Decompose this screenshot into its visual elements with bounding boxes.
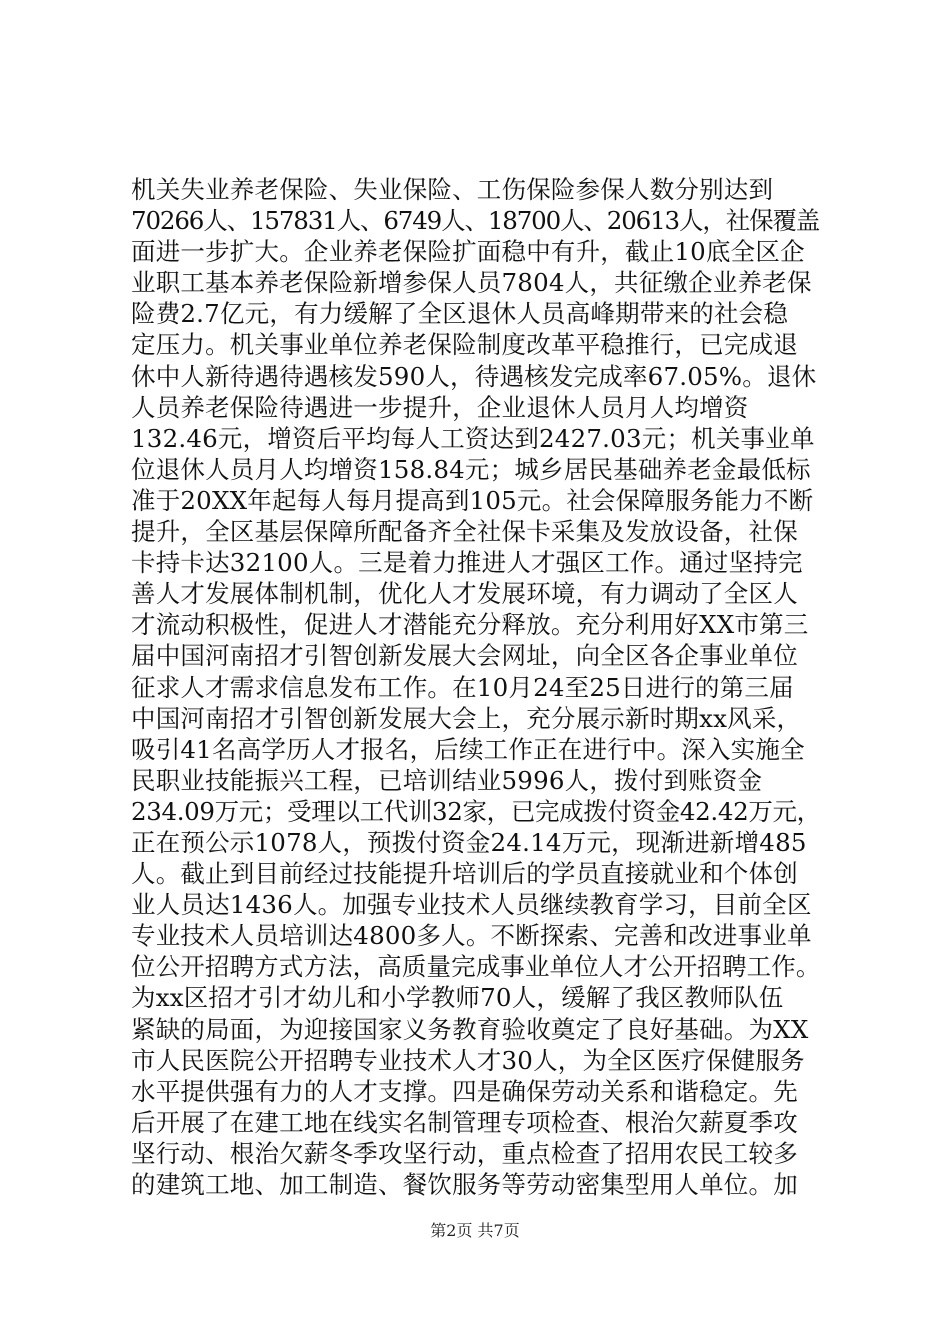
text-line: 位公开招聘方式方法，高质量完成事业单位人才公开招聘工作。 bbox=[131, 952, 821, 982]
text-line: 面进一步扩大。企业养老保险扩面稳中有升，截止10底全区企 bbox=[131, 237, 805, 267]
text-line: 的建筑工地、加工制造、餐饮服务等劳动密集型用人单位。加 bbox=[131, 1170, 798, 1199]
text-line: 位退休人员月人均增资158.84元；城乡居民基础养老金最低标 bbox=[131, 454, 811, 484]
text-line: 234.09万元；受理以工代训32家，已完成拨付资金42.42万元， bbox=[131, 796, 821, 826]
text-line: 132.46元，增资后平均每人工资达到2427.03元；机关事业单 bbox=[131, 423, 815, 453]
text-line: 机关失业养老保险、失业保险、工伤保险参保人数分别达到 bbox=[131, 175, 774, 204]
text-line: 提升，全区基层保障所配备齐全社保卡采集及发放设备，社保 bbox=[131, 517, 798, 547]
text-line: 卡持卡达32100人。三是着力推进人才强区工作。通过坚持完 bbox=[131, 548, 803, 578]
text-line: 业职工基本养老保险新增参保人员7804人，共征缴企业养老保 bbox=[131, 268, 812, 298]
text-line: 险费2.7亿元，有力缓解了全区退休人员高峰期带来的社会稳 bbox=[131, 299, 789, 329]
text-line: 休中人新待遇待遇核发590人，待遇核发完成率67.05%。退休 bbox=[131, 361, 817, 391]
text-line: 后开展了在建工地在线实名制管理专项检查、根治欠薪夏季攻 bbox=[131, 1107, 798, 1137]
text-line: 定压力。机关事业单位养老保险制度改革平稳推行，已完成退 bbox=[131, 330, 798, 360]
text-line: 人员养老保险待遇进一步提升，企业退休人员月人均增资 bbox=[131, 392, 749, 422]
text-line: 紧缺的局面，为迎接国家义务教育验收奠定了良好基础。为XX bbox=[131, 1014, 809, 1044]
text-line: 为xx区招才引才幼儿和小学教师70人，缓解了我区教师队伍 bbox=[131, 983, 784, 1013]
text-line: 吸引41名高学历人才报名，后续工作正在进行中。深入实施全 bbox=[131, 734, 805, 764]
text-line: 人。截止到目前经过技能提升培训后的学员直接就业和个体创 bbox=[131, 859, 798, 889]
text-line: 中国河南招才引智创新发展大会上，充分展示新时期xx风采， bbox=[131, 703, 802, 733]
text-line: 征求人才需求信息发布工作。在10月24至25日进行的第三届 bbox=[131, 672, 794, 702]
page-footer: 第2页 共7页 bbox=[430, 1221, 520, 1240]
text-line: 水平提供强有力的人才支撑。四是确保劳动关系和谐稳定。先 bbox=[131, 1076, 798, 1106]
body-paragraph bbox=[131, 174, 821, 1200]
text-line: 专业技术人员培训达4800多人。不断探索、完善和改进事业单 bbox=[131, 921, 812, 951]
text-line: 届中国河南招才引智创新发展大会网址，向全区各企事业单位 bbox=[131, 641, 798, 671]
text-line: 善人才发展体制机制，优化人才发展环境，有力调动了全区人 bbox=[131, 579, 798, 609]
text-line: 才流动积极性，促进人才潜能充分释放。充分利用好XX市第三 bbox=[131, 610, 809, 640]
text-line: 坚行动、根治欠薪冬季攻坚行动，重点检查了招用农民工较多 bbox=[131, 1138, 798, 1168]
text-line: 民职业技能振兴工程，已培训结业5996人，拨付到账资金 bbox=[131, 765, 763, 795]
text-line: 准于20XX年起每人每月提高到105元。社会保障服务能力不断 bbox=[131, 485, 814, 515]
text-line: 70266人、157831人、6749人、18700人、20613人，社保覆盖 bbox=[131, 206, 820, 236]
text-line: 市人民医院公开招聘专业技术人才30人，为全区医疗保健服务 bbox=[131, 1045, 805, 1075]
text-line: 业人员达1436人。加强专业技术人员继续教育学习，目前全区 bbox=[131, 890, 812, 920]
text-line: 正在预公示1078人，预拨付资金24.14万元，现渐进新增485 bbox=[131, 827, 807, 857]
